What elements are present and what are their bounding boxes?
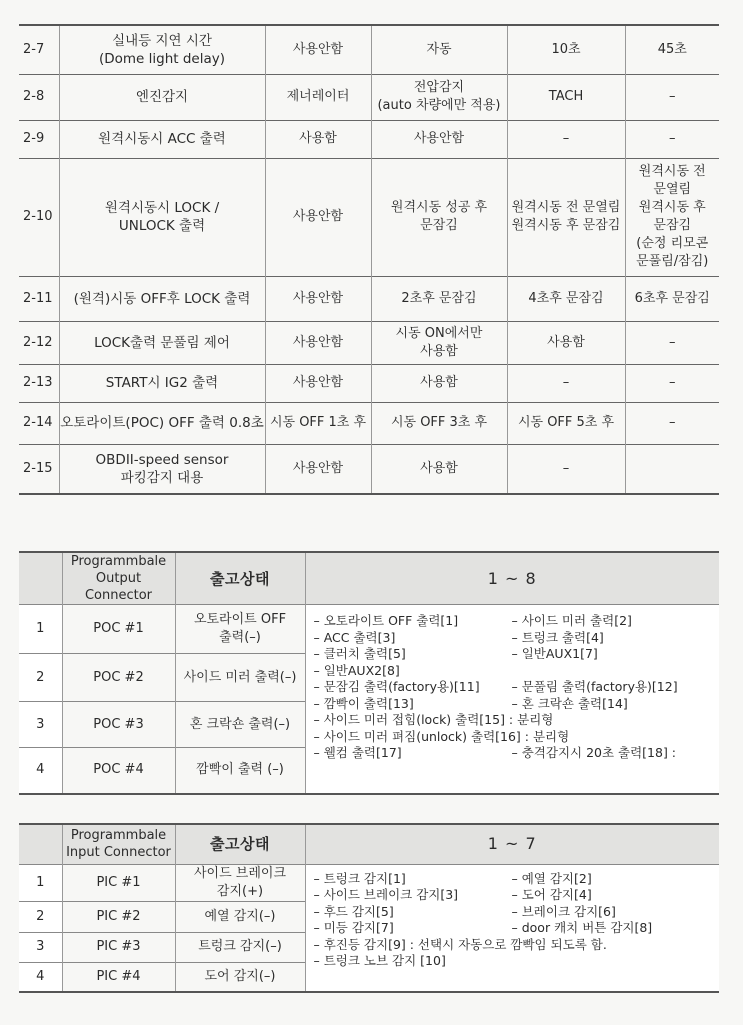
input-header-range: 1 ~ 7 xyxy=(305,824,719,864)
output-feature-item: – 오토라이트 OFF 출력[1] xyxy=(313,613,459,628)
settings-row xyxy=(19,120,719,158)
output-connector-body xyxy=(19,605,719,794)
setting-option-4 xyxy=(625,444,719,494)
output-header-row xyxy=(19,552,719,605)
setting-name xyxy=(59,25,265,74)
setting-cell-line: (auto 차량에만 적용) xyxy=(377,98,501,113)
output-state-line: 혼 크락숀 출력(–) xyxy=(189,716,291,732)
setting-cell-line: – xyxy=(669,415,676,430)
setting-number: 2-9 xyxy=(19,120,59,158)
setting-cell-line: 시동 ON에서만 xyxy=(395,325,483,341)
setting-cell-line: 원격시동시 LOCK / xyxy=(104,200,220,216)
setting-name xyxy=(59,364,265,402)
input-feature-item: – 후진등 감지[9] : 선택시 자동으로 깜빡임 되도록 함. xyxy=(313,936,607,952)
setting-option-3 xyxy=(507,74,625,120)
input-feature-grid xyxy=(314,865,720,970)
output-number: 1 xyxy=(19,605,62,654)
input-state-line: 사이드 브레이크 xyxy=(193,865,287,881)
setting-option-3 xyxy=(507,276,625,321)
input-connector-name: PIC #3 xyxy=(62,932,175,962)
setting-number: 2-8 xyxy=(19,74,59,120)
input-feature-item: – 트렁크 노브 감지 [10] xyxy=(313,953,446,968)
output-header-connector-line1: Programmbale xyxy=(70,554,167,569)
setting-name xyxy=(59,74,265,120)
input-connector-body xyxy=(19,864,719,992)
setting-cell-line: 사용안함 xyxy=(292,41,344,57)
input-header-row xyxy=(19,824,719,864)
input-number: 1 xyxy=(19,864,62,901)
input-connector-table xyxy=(19,823,719,993)
setting-name xyxy=(59,158,265,276)
setting-cell-line: – xyxy=(562,375,570,390)
setting-cell-line: 사용함 xyxy=(547,334,585,350)
output-feature-item: – 사이드 미러 출력[2] xyxy=(511,613,632,628)
setting-cell-line: 문잠김 xyxy=(653,218,692,233)
input-connector-name: PIC #4 xyxy=(62,962,175,992)
setting-cell-line: 사용안함 xyxy=(292,334,344,350)
input-feature-item: – 사이드 브레이크 감지[3] xyxy=(313,887,459,902)
setting-number: 2-7 xyxy=(23,41,45,57)
output-feature-grid xyxy=(314,605,720,762)
input-feature-item: – 후드 감지[5] xyxy=(313,903,394,919)
input-state-line: 감지(+) xyxy=(216,883,264,899)
setting-cell-line: – xyxy=(669,89,676,104)
setting-option-1 xyxy=(265,276,371,321)
setting-cell-line: 사용함 xyxy=(420,343,458,359)
setting-cell-line: 사용안함 xyxy=(292,209,344,224)
input-header-connector-line2: Input Connector xyxy=(66,845,171,861)
setting-option-3 xyxy=(507,402,625,444)
output-state-line: 오토라이트 OFF xyxy=(193,612,287,627)
output-feature-item xyxy=(512,663,712,680)
setting-option-3 xyxy=(507,158,625,276)
input-feature-list xyxy=(305,864,719,992)
input-header-connector xyxy=(62,824,175,864)
output-feature-item: – 혼 크락숀 출력[14] xyxy=(511,695,628,711)
setting-cell-line: (Dome light delay) xyxy=(98,50,226,67)
setting-option-3 xyxy=(507,321,625,364)
settings-row xyxy=(19,158,719,276)
setting-cell-line: – xyxy=(562,460,570,476)
input-row xyxy=(19,864,719,901)
setting-cell-line: 2초후 문잠김 xyxy=(401,290,477,306)
setting-cell-line: 전압감지 xyxy=(413,80,465,95)
setting-cell-line: 원격시동 후 xyxy=(638,200,706,215)
output-state-line: 사이드 미러 출력(–) xyxy=(183,669,297,685)
input-feature-item: – door 캐치 버튼 감지[8] xyxy=(511,920,653,935)
setting-cell-line: (순정 리모콘 xyxy=(636,236,709,251)
setting-number: 2-15 xyxy=(19,444,59,494)
setting-option-1 xyxy=(265,120,371,158)
setting-option-1 xyxy=(265,444,371,494)
setting-cell-line: 원격시동 후 문잠김 xyxy=(511,218,621,233)
settings-row xyxy=(19,321,719,364)
output-feature-item: – 충격감지시 20초 출력[18] : xyxy=(511,745,677,760)
setting-option-3 xyxy=(507,444,625,494)
input-feature-item: – 예열 감지[2] xyxy=(511,870,592,886)
output-connector-table xyxy=(19,551,719,795)
settings-row xyxy=(19,444,719,494)
setting-option-4 xyxy=(625,321,719,364)
input-feature-item: – 트렁크 감지[1] xyxy=(313,870,406,886)
setting-option-2 xyxy=(371,321,507,364)
input-feature-item: – 도어 감지[4] xyxy=(511,887,592,902)
setting-cell-line: START시 IG2 출력 xyxy=(105,375,219,391)
setting-option-2 xyxy=(371,74,507,120)
setting-cell-line: 문열림 xyxy=(653,182,692,197)
output-header-connector-line2: Output Connector xyxy=(84,571,153,603)
setting-cell-line: 사용함 xyxy=(420,460,458,476)
setting-option-1 xyxy=(265,158,371,276)
setting-cell-line: 제너레이터 xyxy=(286,89,350,104)
input-feature-item: – 브레이크 감지[6] xyxy=(511,903,616,919)
setting-cell-line: 자동 xyxy=(426,41,452,57)
setting-number: 2-11 xyxy=(19,276,59,321)
setting-cell-line: 실내등 지연 시간 xyxy=(112,32,212,49)
output-feature-item: – 사이드 미러 펴짐(unlock) 출력[16] : 분리형 xyxy=(313,728,570,744)
setting-option-4 xyxy=(625,74,719,120)
setting-option-1 xyxy=(265,25,371,74)
setting-number: 2-13 xyxy=(19,364,59,402)
output-feature-item: – 깜빡이 출력[13] xyxy=(313,695,414,711)
setting-cell-line: (원격)시동 OFF후 LOCK 출력 xyxy=(73,290,251,307)
settings-row xyxy=(19,276,719,321)
setting-cell-line: 시동 OFF 5초 후 xyxy=(517,415,615,430)
setting-option-4 xyxy=(625,276,719,321)
setting-cell-line: 원격시동 전 xyxy=(638,164,706,179)
setting-cell-line: – xyxy=(669,334,676,350)
input-feature-item: – 미등 감지[7] xyxy=(313,920,394,935)
output-feature-item: – 사이드 미러 접힘(lock) 출력[15] : 분리형 xyxy=(313,712,554,727)
input-header-connector-line1: Programmbale xyxy=(70,828,167,844)
setting-option-2 xyxy=(371,25,507,74)
output-state-line: 출력(–) xyxy=(219,630,261,645)
setting-option-2 xyxy=(371,364,507,402)
setting-cell-line: 원격시동 성공 후 xyxy=(390,200,488,215)
setting-cell-line: 사용안함 xyxy=(292,375,344,390)
output-feature-list xyxy=(305,605,719,794)
setting-cell-line: 시동 OFF 3초 후 xyxy=(390,415,488,430)
settings-table xyxy=(19,24,719,495)
output-feature-item: – 웰컴 출력[17] xyxy=(313,745,402,760)
output-default-state xyxy=(175,605,305,654)
setting-option-1 xyxy=(265,321,371,364)
setting-cell-line: 사용안함 xyxy=(292,460,344,476)
setting-cell-line: 문잠김 xyxy=(420,218,458,233)
setting-number: 2-12 xyxy=(19,321,59,364)
setting-cell-line: – xyxy=(669,131,676,146)
setting-cell-line: 문풀림/잠김) xyxy=(636,254,709,269)
setting-cell-line: 6초후 문잠김 xyxy=(634,290,710,306)
output-feature-item: – 클러치 출력[5] xyxy=(313,646,406,661)
setting-number: 2-10 xyxy=(19,158,59,276)
output-connector-name: POC #4 xyxy=(62,748,175,794)
setting-option-4 xyxy=(625,402,719,444)
output-row xyxy=(19,605,719,654)
input-default-state xyxy=(175,932,305,962)
output-header-number xyxy=(19,552,62,605)
setting-cell-line: OBDII-speed sensor xyxy=(95,451,229,468)
setting-name xyxy=(59,321,265,364)
settings-table-body xyxy=(19,25,719,494)
output-number: 2 xyxy=(19,654,62,702)
setting-option-3 xyxy=(507,25,625,74)
setting-number: 2-14 xyxy=(19,402,59,444)
output-default-state xyxy=(175,702,305,748)
input-header-number xyxy=(19,824,62,864)
setting-cell-line: 사용안함 xyxy=(292,290,344,306)
setting-option-2 xyxy=(371,402,507,444)
setting-name xyxy=(59,276,265,321)
setting-option-1 xyxy=(265,364,371,402)
input-default-state xyxy=(175,901,305,932)
output-default-state xyxy=(175,748,305,794)
input-default-state xyxy=(175,864,305,901)
output-feature-item: – 일반AUX2[8] xyxy=(313,662,400,678)
output-header-connector xyxy=(62,552,175,605)
setting-cell-line: TACH xyxy=(548,89,584,104)
setting-cell-line: 45초 xyxy=(657,41,687,57)
setting-cell-line: – xyxy=(669,375,676,390)
settings-row xyxy=(19,364,719,402)
settings-row xyxy=(19,25,719,74)
output-connector-name: POC #2 xyxy=(62,654,175,702)
setting-option-4 xyxy=(625,120,719,158)
output-feature-item: – 일반AUX1[7] xyxy=(511,646,598,661)
setting-option-4 xyxy=(625,158,719,276)
setting-cell-line: 사용안함 xyxy=(413,131,465,146)
setting-cell-line: 4초후 문잠김 xyxy=(528,290,604,306)
setting-name xyxy=(59,402,265,444)
output-feature-item: – 문잠김 출력(factory용)[11] xyxy=(313,679,480,694)
output-feature-item: – ACC 출력[3] xyxy=(313,629,396,645)
setting-option-4 xyxy=(625,364,719,402)
output-connector-name: POC #1 xyxy=(62,605,175,654)
setting-option-4 xyxy=(625,25,719,74)
output-header-state: 출고상태 xyxy=(175,552,305,605)
input-default-state xyxy=(175,962,305,992)
settings-row xyxy=(19,402,719,444)
setting-name xyxy=(59,120,265,158)
input-header-state: 출고상태 xyxy=(175,824,305,864)
setting-option-2 xyxy=(371,120,507,158)
input-number: 4 xyxy=(19,962,62,992)
output-header-range: 1 ~ 8 xyxy=(305,552,719,605)
output-feature-item: – 문풀림 출력(factory용)[12] xyxy=(511,679,678,694)
setting-option-3 xyxy=(507,364,625,402)
input-state-line: 예열 감지(–) xyxy=(204,908,276,924)
input-number: 3 xyxy=(19,932,62,962)
setting-cell-line: 사용함 xyxy=(299,131,337,146)
output-connector-name: POC #3 xyxy=(62,702,175,748)
setting-cell-line: 사용함 xyxy=(420,375,458,390)
setting-cell-line: 오토라이트(POC) OFF 출력 0.8초 xyxy=(60,415,264,431)
setting-cell-line: 원격시동 전 문열림 xyxy=(511,200,621,215)
output-feature-item: – 트렁크 출력[4] xyxy=(511,629,604,645)
setting-option-3 xyxy=(507,120,625,158)
input-state-line: 도어 감지(–) xyxy=(204,968,276,984)
output-state-line: 깜빡이 출력 (–) xyxy=(196,762,284,778)
setting-cell-line: LOCK출력 문풀림 제어 xyxy=(94,334,230,351)
setting-cell-line: – xyxy=(562,131,570,146)
input-number: 2 xyxy=(19,901,62,932)
setting-cell-line: 원격시동시 ACC 출력 xyxy=(98,131,226,147)
output-number: 4 xyxy=(19,748,62,794)
setting-cell-line: 10초 xyxy=(551,41,581,57)
output-number: 3 xyxy=(19,702,62,748)
setting-option-2 xyxy=(371,158,507,276)
setting-cell-line: 시동 OFF 1초 후 xyxy=(269,415,367,430)
setting-option-2 xyxy=(371,276,507,321)
setting-cell-line: 엔진감지 xyxy=(135,89,189,105)
setting-cell-line: 파킹감지 대용 xyxy=(120,469,204,486)
setting-cell-line: UNLOCK 출력 xyxy=(118,218,206,234)
input-connector-name: PIC #2 xyxy=(62,901,175,932)
setting-name xyxy=(59,444,265,494)
settings-row xyxy=(19,74,719,120)
output-default-state xyxy=(175,654,305,702)
setting-option-1 xyxy=(265,74,371,120)
setting-option-2 xyxy=(371,444,507,494)
setting-option-1 xyxy=(265,402,371,444)
input-state-line: 트렁크 감지(–) xyxy=(198,939,282,954)
input-connector-name: PIC #1 xyxy=(62,864,175,901)
